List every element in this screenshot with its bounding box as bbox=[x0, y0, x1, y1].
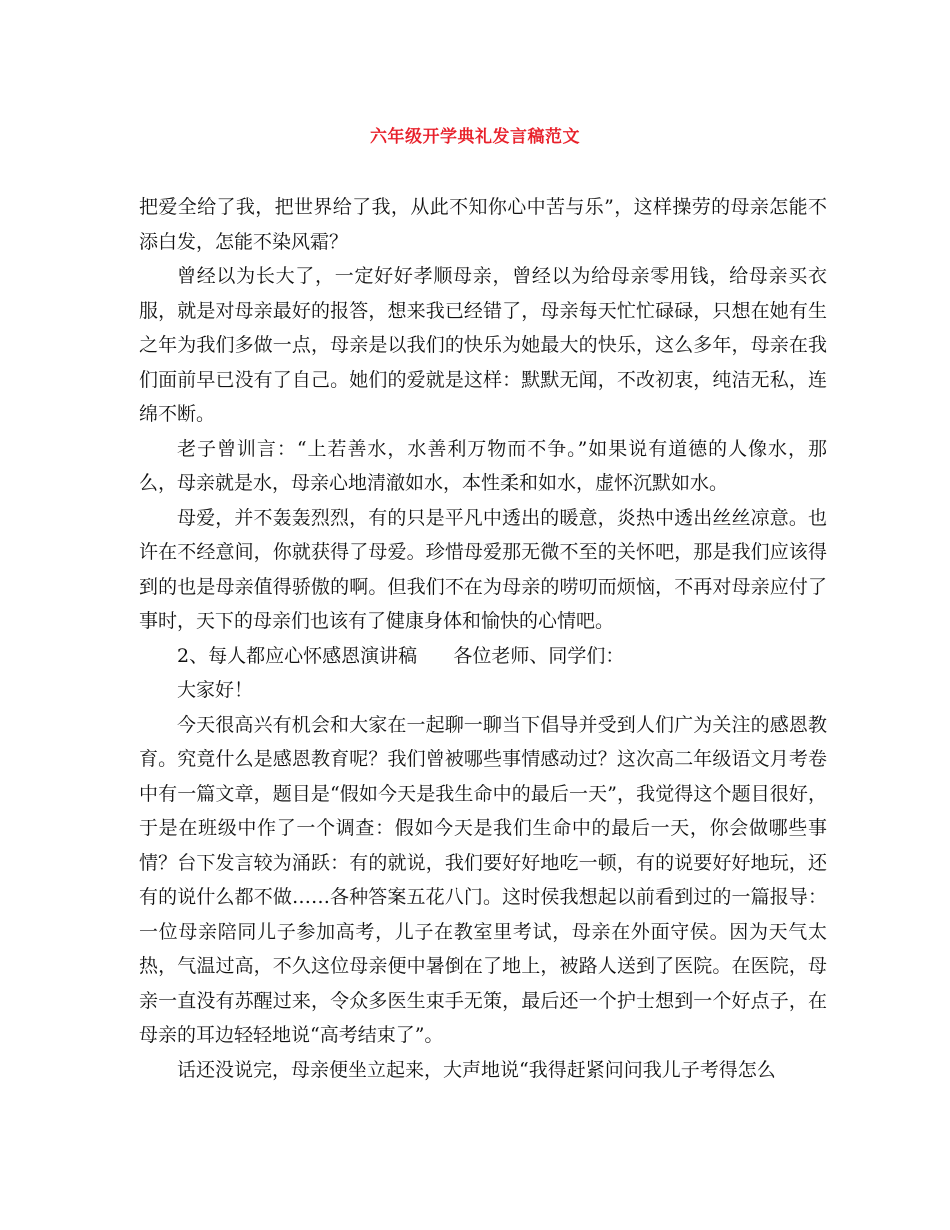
paragraph: 2、每人都应心怀感恩演讲稿 各位老师、同学们： bbox=[177, 644, 625, 667]
paragraph: 今天很高兴有机会和大家在一起聊一聊当下倡导并受到人们广为关注的感恩教育。究竟什么是感恩教育呢？我们曾被哪些事情感动过？这次高二年级语文月考卷中有一篇文章，题目是“假如今天是我生命中的最后一天”，我觉得这个题目很好，于是在班级中作了一个调查：假如今天是我们生命中的最后一天，你会做哪些事情？台下发言较为涌跃：有的就说，我们要好好地吃一顿，有的说要好好地玩，还有的说什么都不做……各种答案五花八门。这时侯我想起以前看到过的一篇报导：一位母亲陪同儿子参加高考，儿子在教室里考试，母亲在外面守侯。因为天气太热，气温过高，不久这位母亲便中暑倒在了地上，被路人送到了医院。在医院，母亲一直没有苏醒过来，令众多医生束手无策，最后还一个护士想到一个好点子，在母亲的耳边轻轻地说“高考结束了”。 bbox=[139, 713, 827, 1046]
paragraph: 把爱全给了我，把世界给了我，从此不知你心中苦与乐”，这样操劳的母亲怎能不添白发，怎能不染风霜？ bbox=[139, 196, 827, 253]
document-body bbox=[139, 190, 827, 1087]
paragraph: 母爱，并不轰轰烈烈，有的只是平凡中透出的暖意，炎热中透出丝丝凉意。也许在不经意间，你就获得了母爱。珍惜母爱那无微不至的关怀吧，那是我们应该得到的也是母亲值得骄傲的啊。但我们不在为母亲的唠叨而烦恼，不再对母亲应付了事时，天下的母亲们也该有了健康身体和愉快的心情吧。 bbox=[139, 506, 827, 632]
paragraph: 大家好！ bbox=[177, 679, 254, 701]
paragraph: 老子曾训言：“上若善水，水善利万物而不争。”如果说有道德的人像水，那么，母亲就是水，母亲心地清澈如水，本性柔和如水，虚怀沉默如水。 bbox=[139, 437, 827, 494]
paragraph: 曾经以为长大了，一定好好孝顺母亲，曾经以为给母亲零用钱，给母亲买衣服，就是对母亲最好的报答，想来我已经错了，母亲每天忙忙碌碌，只想在她有生之年为我们多做一点，母亲是以我们的快乐为她最大的快乐，这么多年，母亲在我们面前早已没有了自己。她们的爱就是这样：默默无闻，不改初衷，纯洁无私，连绵不断。 bbox=[139, 265, 827, 425]
document-title: 六年级开学典礼发言稿范文 bbox=[370, 127, 580, 147]
paragraph: 话还没说完，母亲便坐立起来，大声地说“我得赶紧问问我儿子考得怎么 bbox=[177, 1058, 776, 1081]
